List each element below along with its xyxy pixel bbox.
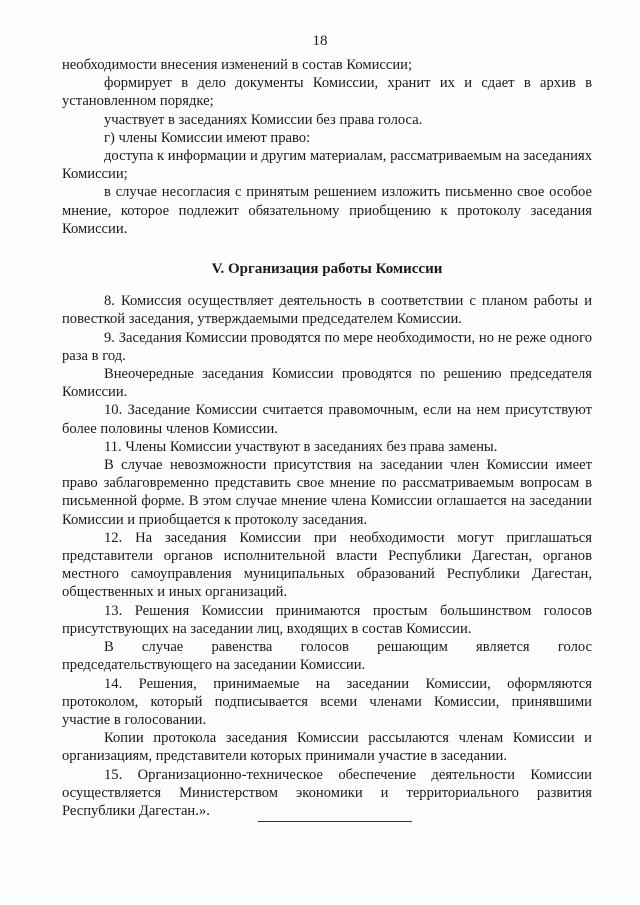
paragraph: 8. Комиссия осуществляет деятельность в соответствии с планом работы и повесткой заседания, утверждаемыми председателем Комиссии. <box>62 293 592 328</box>
paragraph: участвует в заседаниях Комиссии без права голоса. <box>104 111 423 128</box>
section-heading: V. Организация работы Комиссии <box>211 261 443 278</box>
paragraph: Внеочередные заседания Комиссии проводятся по решению председателя Комиссии. <box>62 366 592 401</box>
paragraph: В случае невозможности присутствия на заседании член Комиссии имеет право заблаговременно представить свое мнение по рассматриваемым вопросам в письменной форме. В этом случае мнение члена Комиссии оглашается на заседании Комиссии и приобщается к протоколу заседания. <box>62 457 592 528</box>
paragraph: 15. Организационно-техническое обеспечение деятельности Комиссии осуществляется Министерством экономики и территориального развития Республики Дагестан.». <box>62 766 592 819</box>
footer-divider <box>258 821 412 822</box>
paragraph: в случае несогласия с принятым решением изложить письменно свое особое мнение, которое подлежит обязательному приобщению к протоколу заседания Комиссии. <box>62 184 592 237</box>
paragraph: 12. На заседания Комиссии при необходимости могут приглашаться представители органов исполнительной власти Республики Дагестан, органов местного самоуправления муниципальных образований Республики Дагестан, общественных и иных организаций. <box>62 529 592 601</box>
paragraph-continuation: необходимости внесения изменений в состав Комиссии; <box>62 57 413 73</box>
paragraph: 9. Заседания Комиссии проводятся по мере необходимости, но не реже одного раза в год. <box>62 329 592 364</box>
page-number: 18 <box>312 33 328 49</box>
paragraph: 14. Решения, принимаемые на заседании Комиссии, оформляются протоколом, который подписывается всеми членами Комиссии, принявшими участие в голосовании. <box>62 675 592 728</box>
document-body <box>62 56 592 820</box>
paragraph: доступа к информации и другим материалам, рассматриваемым на заседаниях Комиссии; <box>62 148 592 183</box>
paragraph: формирует в дело документы Комиссии, хранит их и сдает в архив в установленном порядке; <box>62 75 592 110</box>
paragraph: г) члены Комиссии имеют право: <box>104 129 311 146</box>
paragraph: Копии протокола заседания Комиссии рассылаются членам Комиссии и организациям, представители которых принимали участие в заседании. <box>62 730 592 765</box>
paragraph: В случае равенства голосов решающим является голос председательствующего на заседании Комиссии. <box>62 639 592 674</box>
paragraph: 10. Заседание Комиссии считается правомочным, если на нем присутствуют более половины членов Комиссии. <box>62 402 592 437</box>
paragraph: 13. Решения Комиссии принимаются простым большинством голосов присутствующих на заседании лиц, входящих в состав Комиссии. <box>62 602 592 637</box>
paragraph: 11. Члены Комиссии участвуют в заседаниях без права замены. <box>104 438 498 455</box>
